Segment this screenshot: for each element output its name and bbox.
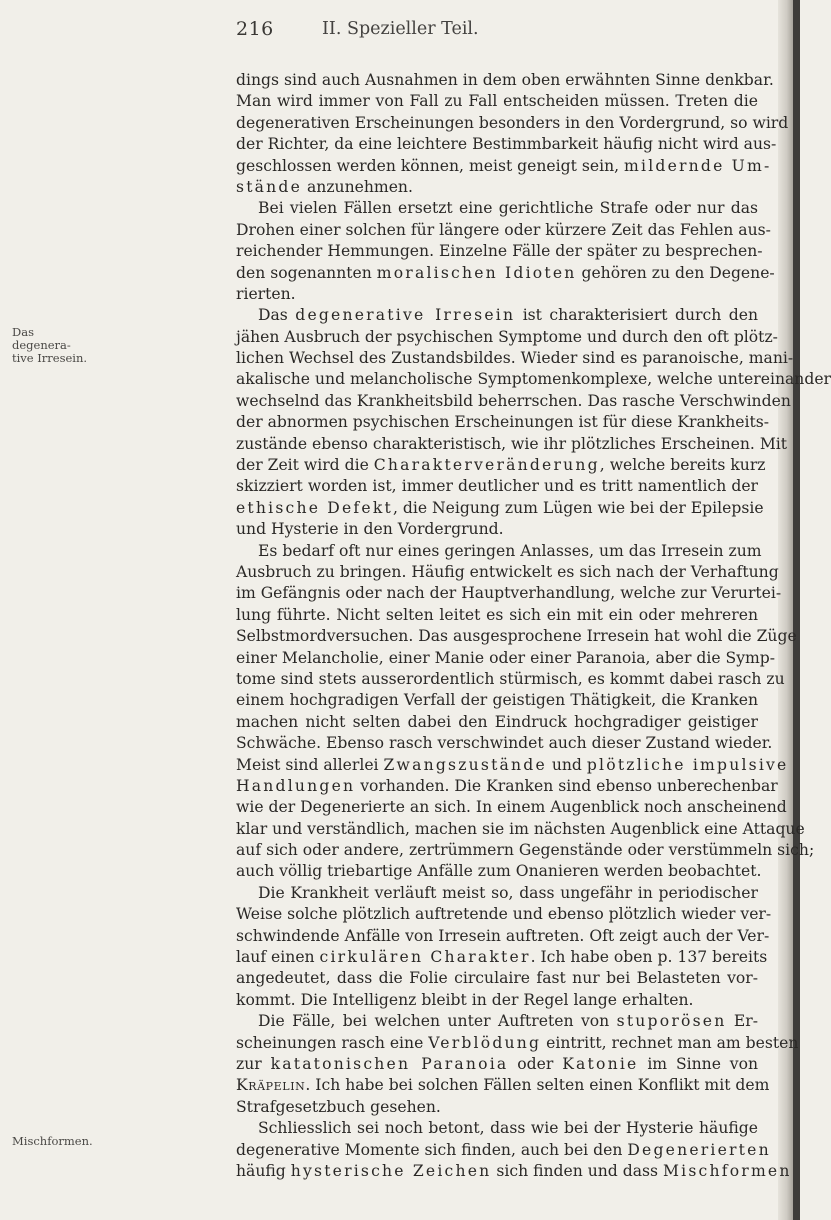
margin-note-degenerative-irresein <box>12 326 94 365</box>
text-line <box>236 455 766 476</box>
text-segment: vorhanden. Die Kranken sind ebenso unberechenbar <box>355 776 778 795</box>
text-segment: zustände ebenso charakteristisch, wie ihr plötzliches Erscheinen. Mit <box>236 434 788 453</box>
text-line <box>236 605 758 626</box>
text-segment: tome sind stets ausserordentlich stürmisch, es kommt dabei rasch zu <box>236 669 785 688</box>
text-segment: auch völlig triebartige Anfälle zum Onanieren werden beobachtet. <box>236 862 762 881</box>
text-segment: jähen Ausbruch der psychischen Symptome und durch den oft plötz- <box>236 327 778 346</box>
emphasized-text: Verblödung <box>428 1033 542 1052</box>
text-segment: oder <box>508 1054 563 1073</box>
text-segment: wechselnd das Krankheitsbild beherrschen. Das rasche Verschwinden <box>236 391 791 410</box>
text-line <box>236 861 762 882</box>
text-line <box>236 369 831 390</box>
text-line <box>236 498 764 519</box>
text-segment: , die Neigung zum Lügen wie bei der Epilepsie <box>392 498 764 517</box>
text-line <box>236 840 815 861</box>
page-header <box>0 18 800 58</box>
text-segment: den sogenannten <box>236 263 377 282</box>
text-line <box>236 156 772 177</box>
text-segment: klar und verständlich, machen sie im nächsten Augenblick eine Attaque <box>236 819 805 838</box>
text-segment: der Zeit wird die <box>236 456 374 475</box>
text-segment: und Hysterie in den Vordergrund. <box>236 520 504 539</box>
text-line <box>236 1118 758 1139</box>
text-segment: häufig <box>236 1161 291 1180</box>
margin-note-line: Das degenera- <box>12 325 71 352</box>
text-segment: eintritt, rechnet man am besten <box>541 1033 799 1052</box>
emphasized-text: mildernde Um- <box>624 156 772 175</box>
page-number: 216 <box>236 18 274 40</box>
text-line <box>236 91 758 112</box>
text-segment: geschlossen werden können, meist geneigt sein, <box>236 156 625 175</box>
text-line <box>236 755 789 776</box>
text-line <box>236 1140 771 1161</box>
text-line <box>236 134 777 155</box>
margin-note-line: tive Irresein. <box>12 351 88 365</box>
text-line <box>236 904 772 925</box>
text-line <box>236 1075 770 1096</box>
text-segment: ist charakterisiert durch den <box>515 306 758 325</box>
text-segment: Meist sind allerlei <box>236 755 384 774</box>
text-line <box>236 476 758 497</box>
text-line <box>236 583 782 604</box>
text-line <box>236 1054 758 1075</box>
emphasized-text: Katonie <box>562 1054 639 1073</box>
emphasized-text: cirkulären Charakter <box>319 948 531 967</box>
text-segment: und <box>546 755 587 774</box>
text-segment: einer Melancholie, einer Manie oder einer Paranoia, aber die Symp- <box>236 648 776 667</box>
text-segment: Strafgesetzbuch gesehen. <box>236 1097 441 1116</box>
text-segment: lauf einen <box>236 948 320 967</box>
text-line <box>236 541 762 562</box>
text-segment: angedeutet, dass die Folie circulaire fast nur bei Belasteten vor- <box>236 969 758 988</box>
text-segment: machen nicht selten dabei den Eindruck hochgradiger geistiger <box>236 712 758 731</box>
text-segment: der abnormen psychischen Erscheinungen ist für diese Krankheits- <box>236 413 770 432</box>
text-segment: der Richter, da eine leichtere Bestimmbarkeit häufig nicht wird aus- <box>236 135 777 154</box>
text-segment: Das <box>258 306 296 325</box>
emphasized-text: Degenerierten <box>627 1140 771 1159</box>
text-segment: Es bedarf oft nur eines geringen Anlasses, um das Irresein zum <box>258 541 762 560</box>
emphasized-text: Charakterveränderung <box>373 456 600 475</box>
text-segment: wie der Degenerierte an sich. In einem Augenblick noch anscheinend <box>236 798 787 817</box>
text-segment: scheinungen rasch eine <box>236 1033 429 1052</box>
text-line <box>236 626 797 647</box>
text-line <box>236 712 758 733</box>
emphasized-text: Handlungen <box>236 776 356 795</box>
text-line <box>236 1097 758 1118</box>
text-segment: zur <box>236 1054 271 1073</box>
text-segment: degenerative Momente sich finden, auch bei den <box>236 1140 628 1159</box>
text-line <box>236 883 758 904</box>
emphasized-text: degenerative Irresein <box>295 306 516 325</box>
text-segment: schwindende Anfälle von Irresein auftreten. Oft zeigt auch der Ver- <box>236 926 770 945</box>
text-segment: akalische und melancholische Symptomenkomplexe, welche untereinander <box>236 370 831 389</box>
text-line <box>236 241 763 262</box>
emphasized-text: hysterische Zeichen <box>290 1161 492 1180</box>
text-line <box>236 220 771 241</box>
text-line <box>236 348 794 369</box>
text-segment: degenerativen Erscheinungen besonders in den Vordergrund, so wird <box>236 113 789 132</box>
text-segment: lung führte. Nicht selten leitet es sich ein mit ein oder mehreren <box>236 605 758 624</box>
text-line <box>236 412 770 433</box>
text-line <box>236 968 758 989</box>
text-segment: Schwäche. Ebenso rasch verschwindet auch dieser Zustand wieder. <box>236 734 773 753</box>
author-name: Kräpelin <box>236 1076 306 1095</box>
text-line <box>236 797 787 818</box>
text-segment: Er- <box>726 1012 758 1031</box>
text-segment: kommt. Die Intelligenz bleibt in der Regel lange erhalten. <box>236 990 694 1009</box>
text-line <box>236 648 776 669</box>
running-title: II. Spezieller Teil. <box>322 19 479 39</box>
text-segment: dings sind auch Ausnahmen in dem oben erwähnten Sinne denkbar. <box>236 71 774 89</box>
text-segment: im Gefängnis oder nach der Hauptverhandlung, welche zur Verurtei- <box>236 584 782 603</box>
text-line <box>236 391 791 412</box>
emphasized-text: Zwangszustände <box>383 755 547 774</box>
text-segment: Selbstmordversuchen. Das ausgesprochene Irresein hat wohl die Züge <box>236 627 797 646</box>
text-segment: skizziert worden ist, immer deutlicher und es tritt namentlich der <box>236 477 758 496</box>
text-segment: rierten. <box>236 284 296 303</box>
text-segment: sich finden und dass <box>491 1161 663 1180</box>
text-line <box>236 263 775 284</box>
text-line <box>236 819 805 840</box>
text-line <box>236 1161 792 1182</box>
text-line <box>236 434 788 455</box>
text-segment: Schliesslich sei noch betont, dass wie bei der Hysterie häufige <box>258 1119 758 1138</box>
text-segment: Ausbruch zu bringen. Häufig entwickelt es sich nach der Verhaftung <box>236 562 779 581</box>
emphasized-text: stände <box>236 177 303 196</box>
text-segment: . Ich habe oben p. 137 bereits <box>530 948 768 967</box>
emphasized-text: ethische Defekt <box>236 498 393 517</box>
text-line <box>236 669 785 690</box>
emphasized-text: katatonischen Paranoia <box>270 1054 509 1073</box>
text-line <box>236 1033 799 1054</box>
emphasized-text: plötzliche impulsive <box>586 755 789 774</box>
text-line <box>236 990 758 1011</box>
text-segment: anzunehmen. <box>302 177 413 196</box>
text-line <box>236 113 789 134</box>
margin-note-line: Mischformen. <box>12 1134 93 1148</box>
text-line <box>236 926 770 947</box>
text-line <box>236 327 778 348</box>
text-segment: Weise solche plötzlich auftretende und ebenso plötzlich wieder ver- <box>236 905 772 924</box>
text-line <box>236 690 758 711</box>
body-text <box>236 70 831 1182</box>
text-segment: Die Krankheit verläuft meist so, dass ungefähr in periodischer <box>258 883 758 902</box>
text-segment: , welche bereits kurz <box>599 456 766 475</box>
text-line <box>236 198 758 219</box>
text-segment: Bei vielen Fällen ersetzt eine gerichtliche Strafe oder nur das <box>258 199 758 218</box>
emphasized-text: stuporösen <box>616 1012 727 1031</box>
emphasized-text: Mischformen <box>663 1161 792 1180</box>
text-segment: Die Fälle, bei welchen unter Auftreten von <box>258 1012 617 1031</box>
text-segment: Drohen einer solchen für längere oder kürzere Zeit das Fehlen aus- <box>236 220 771 239</box>
text-line <box>236 1011 758 1032</box>
text-segment: einem hochgradigen Verfall der geistigen Thätigkeit, die Kranken <box>236 691 758 710</box>
text-segment: . Ich habe bei solchen Fällen selten einen Konflikt mit dem <box>305 1076 770 1095</box>
text-line <box>236 284 758 305</box>
text-segment: im Sinne von <box>638 1054 759 1073</box>
text-line <box>236 70 774 91</box>
text-segment: gehören zu den Degene- <box>576 263 775 282</box>
text-line <box>236 733 773 754</box>
text-line <box>236 562 779 583</box>
text-segment: auf sich oder andere, zertrümmern Gegenstände oder verstümmeln sich; <box>236 841 815 860</box>
text-line <box>236 305 758 326</box>
text-segment: Man wird immer von Fall zu Fall entscheiden müssen. Treten die <box>236 92 758 111</box>
text-line <box>236 519 758 540</box>
margin-note-mischformen <box>12 1135 94 1148</box>
text-segment: reichender Hemmungen. Einzelne Fälle der später zu besprechen- <box>236 242 763 261</box>
text-line <box>236 776 778 797</box>
text-segment: lichen Wechsel des Zustandsbildes. Wieder sind es paranoische, mani- <box>236 349 794 368</box>
text-line <box>236 177 758 198</box>
text-line <box>236 947 768 968</box>
emphasized-text: moralischen Idioten <box>376 263 577 282</box>
